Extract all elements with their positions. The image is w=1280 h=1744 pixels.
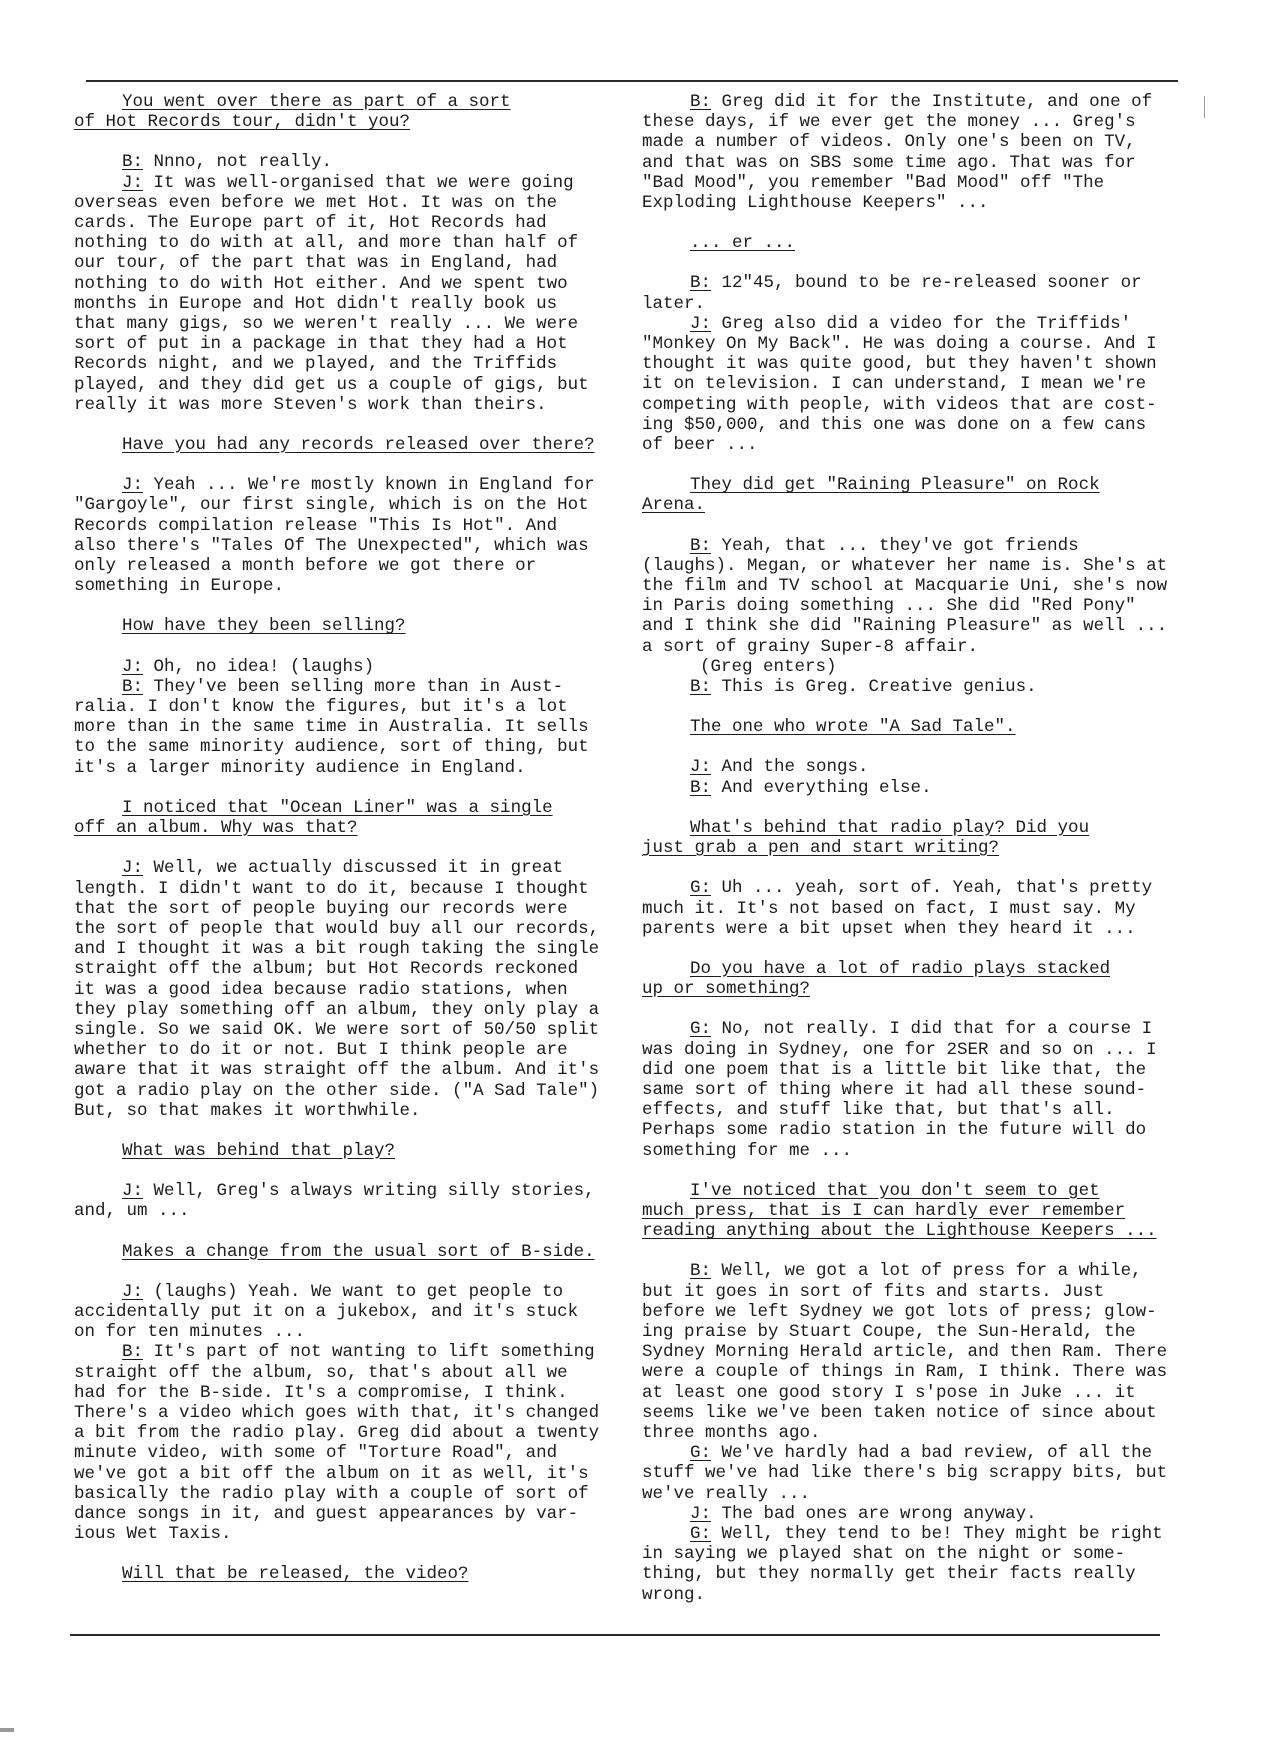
answer-line: something in Europe. xyxy=(74,576,285,597)
interview-answer xyxy=(642,1261,1182,1443)
answer-line: got a radio play on the other side. ("A Sad Tale") xyxy=(74,1080,600,1101)
answer-line: basically the radio play with a couple of sort of xyxy=(74,1483,589,1504)
answer-first-line xyxy=(74,1282,614,1302)
answer-line: seems like we've been taken notice of since about xyxy=(642,1402,1157,1423)
answer-line: dance songs in it, and guest appearances by var- xyxy=(74,1503,579,1524)
answer-line: three months ago. xyxy=(642,1422,821,1443)
speaker-label: B: xyxy=(690,92,712,112)
question-line: Arena. xyxy=(642,495,706,516)
answer-line: whether to do it or not. But I think people are xyxy=(74,1040,568,1061)
interview-answer xyxy=(74,1342,614,1544)
answer-line: single. So we said OK. We were sort of 50/50 split xyxy=(74,1019,600,1040)
answer-line: in saying we played shat on the night or some- xyxy=(642,1544,1126,1565)
answer-line: something for me ... xyxy=(642,1140,853,1161)
interview-answer xyxy=(642,1524,1182,1605)
answer-line: There's a video which goes with that, it's changed xyxy=(74,1402,600,1423)
answer-line: Exploding Lighthouse Keepers" ... xyxy=(642,193,989,214)
question-line: reading anything about the Lighthouse Keepers ... xyxy=(642,1221,1157,1242)
speaker-label: J: xyxy=(690,1503,712,1524)
answer-first-line xyxy=(642,314,1182,334)
interview-answer xyxy=(74,1181,614,1221)
answer-text: (laughs) Yeah. We want to get people to xyxy=(153,1281,564,1302)
answer-text: This is Greg. Creative genius. xyxy=(721,677,1037,698)
answer-line: were a couple of things in Ram, I think. There was xyxy=(642,1362,1168,1383)
answer-text: Uh ... yeah, sort of. Yeah, that's pretty xyxy=(721,878,1153,899)
answer-first-line xyxy=(74,677,614,697)
answer-line: at least one good story I s'pose in Juke ... it xyxy=(642,1382,1136,1403)
answer-line: was doing in Sydney, one for 2SER and so on ... I xyxy=(642,1039,1157,1060)
answer-text: Nnno, not really. xyxy=(153,152,333,173)
answer-line: and, um ... xyxy=(74,1201,190,1222)
answer-line: nothing to do with at all, and more than half of xyxy=(74,233,579,254)
interview-question xyxy=(74,92,614,132)
answer-text: 12"45, bound to be re-released sooner or xyxy=(721,273,1142,294)
answer-first-line xyxy=(642,1524,1182,1544)
answer-line: aware that it was straight off the album. And it's xyxy=(74,1060,600,1081)
speaker-label: G: xyxy=(690,878,712,899)
answer-text: And the songs. xyxy=(721,757,869,778)
interview-answer xyxy=(642,878,1182,939)
answer-line: parents were a bit upset when they heard it ... xyxy=(642,918,1136,939)
answer-line: it's a larger minority audience in England. xyxy=(74,757,526,778)
answer-text: It was well-organised that we were going xyxy=(153,172,574,193)
interview-question xyxy=(642,475,1182,515)
answer-line: also there's "Tales Of The Unexpected", which was xyxy=(74,535,589,556)
answer-line: it was a good idea because radio stations, when xyxy=(74,979,568,1000)
interview-question xyxy=(74,1242,614,1262)
answer-first-line xyxy=(642,1443,1182,1463)
answer-line: the film and TV school at Macquarie Uni, she's now xyxy=(642,576,1168,597)
answer-line: But, so that makes it worthwhile. xyxy=(74,1100,421,1121)
answer-first-line xyxy=(642,677,1182,697)
answer-line: accidentally put it on a jukebox, and it's stuck xyxy=(74,1301,579,1322)
speaker-label: G: xyxy=(690,1019,712,1040)
question-line: How have they been selling? xyxy=(122,616,406,637)
interview-answer xyxy=(642,778,1182,798)
interview-answer xyxy=(74,173,614,415)
answer-line: and I think she did "Raining Pleasure" as well ... xyxy=(642,616,1168,637)
answer-line: straight off the album; but Hot Records reckoned xyxy=(74,959,579,980)
interview-answer xyxy=(642,1504,1182,1524)
answer-line: Records night, and we played, and the Triffids xyxy=(74,354,558,375)
answer-line: on for ten minutes ... xyxy=(74,1322,306,1343)
answer-line: cards. The Europe part of it, Hot Records had xyxy=(74,213,547,234)
interview-question xyxy=(642,818,1182,858)
answer-line: Perhaps some radio station in the future will do xyxy=(642,1120,1147,1141)
interview-answer xyxy=(74,1282,614,1343)
answer-line: "Gargoyle", our first single, which is on the Hot xyxy=(74,495,589,516)
speaker-label: J: xyxy=(122,475,144,496)
answer-text: It's part of not wanting to lift something xyxy=(153,1342,595,1363)
answer-line: the sort of people that would buy all our records, xyxy=(74,918,600,939)
answer-line: "Monkey On My Back". He was doing a course. And I xyxy=(642,334,1157,355)
answer-line: months in Europe and Hot didn't really book us xyxy=(74,293,558,314)
interview-answer xyxy=(74,858,614,1121)
speaker-label: J: xyxy=(122,1181,144,1202)
question-line: The one who wrote "A Sad Tale". xyxy=(690,717,1016,738)
answer-line: overseas even before we met Hot. It was on the xyxy=(74,192,558,213)
answer-first-line xyxy=(74,475,614,495)
question-line: ... er ... xyxy=(690,233,796,254)
question-line: Will that be released, the video? xyxy=(122,1564,469,1585)
answer-first-line xyxy=(642,92,1182,112)
answer-line: ious Wet Taxis. xyxy=(74,1524,232,1545)
answer-line: really it was more Steven's work than theirs. xyxy=(74,394,547,415)
answer-line: and that was on SBS some time ago. That was for xyxy=(642,152,1136,173)
interview-answer xyxy=(642,314,1182,455)
answer-line: before we left Sydney we got lots of press; glow- xyxy=(642,1301,1157,1322)
question-line: What's behind that radio play? Did you xyxy=(690,817,1090,838)
margin-mark xyxy=(1204,96,1205,118)
answer-first-line xyxy=(642,1504,1182,1524)
answer-line: thought it was quite good, but they haven't shown xyxy=(642,354,1157,375)
interview-answer xyxy=(642,1019,1182,1160)
question-line: What was behind that play? xyxy=(122,1140,396,1161)
answer-line: Records compilation release "This Is Hot". And xyxy=(74,515,558,536)
interview-question xyxy=(74,798,614,838)
answer-first-line xyxy=(642,1019,1182,1039)
answer-line: Sydney Morning Herald article, and then Ram. There xyxy=(642,1342,1168,1363)
interview-answer xyxy=(642,677,1182,697)
answer-line: did one poem that is a little bit like that, the xyxy=(642,1059,1147,1080)
answer-line: but it goes in sort of fits and starts. Just xyxy=(642,1281,1105,1302)
speaker-label: J: xyxy=(122,858,144,879)
answer-line: more than in the same time in Australia. It sells xyxy=(74,717,589,738)
speaker-label: B: xyxy=(690,1261,712,1282)
question-line: just grab a pen and start writing? xyxy=(642,838,1000,859)
answer-text: Well, we got a lot of press for a while, xyxy=(721,1261,1142,1282)
answer-line: ing $50,000, and this one was done on a few cans xyxy=(642,414,1147,435)
answer-first-line xyxy=(642,778,1182,798)
answer-line: they play something off an album, they only play a xyxy=(74,999,600,1020)
speaker-label: B: xyxy=(690,273,712,294)
speaker-label: G: xyxy=(690,1443,712,1464)
answer-line: stuff we've had like there's big scrappy bits, but xyxy=(642,1463,1168,1484)
top-rule xyxy=(86,80,1178,82)
interview-question xyxy=(642,717,1182,737)
answer-line: sort of put in a package in that they had a Hot xyxy=(74,334,568,355)
answer-first-line xyxy=(74,657,614,677)
question-line: I've noticed that you don't seem to get xyxy=(690,1180,1100,1201)
speaker-label: J: xyxy=(690,757,712,778)
answer-text: Oh, no idea! (laughs) xyxy=(153,656,375,677)
answer-text: And everything else. xyxy=(721,777,932,798)
interview-answer xyxy=(642,92,1182,213)
answer-line: made a number of videos. Only one's been on TV, xyxy=(642,132,1136,153)
answer-first-line xyxy=(74,152,614,172)
answer-text: No, not really. I did that for a course I xyxy=(721,1019,1153,1040)
question-line: much press, that is I can hardly ever remember xyxy=(642,1200,1126,1221)
answer-line: a bit from the radio play. Greg did about a twenty xyxy=(74,1423,600,1444)
interview-answer xyxy=(74,657,614,677)
answer-text: The bad ones are wrong anyway. xyxy=(721,1503,1037,1524)
answer-line: ralia. I don't know the figures, but it's a lot xyxy=(74,697,568,718)
speaker-label: J: xyxy=(122,172,144,193)
bottom-rule xyxy=(70,1634,1160,1636)
interview-question xyxy=(74,435,614,455)
question-line: Makes a change from the usual sort of B-side. xyxy=(122,1241,595,1262)
answer-first-line xyxy=(74,858,614,878)
answer-line: (laughs). Megan, or whatever her name is. She's at xyxy=(642,555,1168,576)
speaker-label: B: xyxy=(690,777,712,798)
speaker-label: J: xyxy=(122,1281,144,1302)
answer-line: competing with people, with videos that are cost- xyxy=(642,394,1157,415)
answer-line: it on television. I can understand, I mean we're xyxy=(642,374,1147,395)
answer-line: minute video, with some of "Torture Road", and xyxy=(74,1443,558,1464)
interview-question xyxy=(642,959,1182,999)
margin-mark xyxy=(0,1728,14,1732)
answer-first-line xyxy=(642,878,1182,898)
speaker-label: B: xyxy=(690,535,712,556)
answer-first-line xyxy=(642,273,1182,293)
answer-text: Yeah ... We're mostly known in England for xyxy=(153,475,595,496)
answer-line: straight off the album, so, that's about all we xyxy=(74,1362,568,1383)
answer-first-line xyxy=(74,173,614,193)
interview-answer xyxy=(642,1443,1182,1504)
speaker-label: B: xyxy=(122,676,144,697)
answer-line: effects, and stuff like that, but that's all. xyxy=(642,1100,1115,1121)
question-line: Have you had any records released over there? xyxy=(122,435,595,456)
answer-line: a sort of grainy Super-8 affair. xyxy=(642,636,979,657)
interview-answer xyxy=(74,475,614,596)
answer-line: of beer ... xyxy=(642,435,758,456)
question-line: of Hot Records tour, didn't you? xyxy=(74,112,411,133)
right-column xyxy=(642,92,1182,1625)
interview-answer xyxy=(74,677,614,778)
speaker-label: B: xyxy=(690,677,712,698)
answer-line: we've really ... xyxy=(642,1483,811,1504)
answer-text: We've hardly had a bad review, of all the xyxy=(721,1443,1153,1464)
speaker-label: J: xyxy=(122,656,144,677)
answer-first-line xyxy=(642,1261,1182,1281)
answer-first-line xyxy=(642,536,1182,556)
answer-line: and I thought it was a bit rough taking the single xyxy=(74,939,600,960)
answer-line: later. xyxy=(642,293,706,314)
answer-text: Greg did it for the Institute, and one of xyxy=(721,92,1153,112)
answer-line: wrong. xyxy=(642,1584,706,1605)
answer-line: in Paris doing something ... She did "Red Pony" xyxy=(642,596,1136,617)
question-line: off an album. Why was that? xyxy=(74,818,358,839)
answer-text: Well, they tend to be! They might be right xyxy=(721,1523,1163,1544)
answer-text: They've been selling more than in Aust- xyxy=(153,676,564,697)
speaker-label: G: xyxy=(690,1523,712,1544)
question-line: Do you have a lot of radio plays stacked xyxy=(690,958,1111,979)
answer-line: only released a month before we got there or xyxy=(74,556,537,577)
answer-first-line xyxy=(74,1181,614,1201)
question-line: up or something? xyxy=(642,979,811,1000)
interview-answer xyxy=(74,152,614,172)
answer-line: our tour, of the part that was in England, had xyxy=(74,253,558,274)
answer-line: to the same minority audience, sort of thing, but xyxy=(74,737,589,758)
answer-text: Well, we actually discussed it in great xyxy=(153,858,564,879)
interview-answer xyxy=(642,757,1182,777)
interview-question xyxy=(642,233,1182,253)
left-column xyxy=(74,92,614,1605)
answer-line: same sort of thing where it had all these sound- xyxy=(642,1079,1147,1100)
answer-text: Greg also did a video for the Triffids' xyxy=(721,313,1132,334)
answer-line: that the sort of people buying our records were xyxy=(74,898,568,919)
answer-first-line xyxy=(74,1342,614,1362)
speaker-label: J: xyxy=(690,313,712,334)
answer-line: length. I didn't want to do it, because I thought xyxy=(74,878,589,899)
answer-line: nothing to do with Hot either. And we spent two xyxy=(74,273,568,294)
interview-answer xyxy=(642,536,1182,657)
interview-question xyxy=(642,1181,1182,1242)
answer-text: Yeah, that ... they've got friends xyxy=(721,535,1079,556)
speaker-label: B: xyxy=(122,152,144,173)
speaker-label: B: xyxy=(122,1342,144,1363)
interview-question xyxy=(74,1141,614,1161)
interview-answer xyxy=(642,273,1182,313)
interview-question xyxy=(74,616,614,636)
answer-line: ing praise by Stuart Coupe, the Sun-Herald, the xyxy=(642,1321,1136,1342)
answer-line: played, and they did get us a couple of gigs, but xyxy=(74,374,589,395)
question-line: You went over there as part of a sort xyxy=(122,92,511,112)
answer-line: "Bad Mood", you remember "Bad Mood" off "The xyxy=(642,172,1105,193)
answer-line: thing, but they normally get their facts really xyxy=(642,1564,1136,1585)
answer-line: much it. It's not based on fact, I must say. My xyxy=(642,898,1136,919)
interview-question xyxy=(74,1564,614,1584)
answer-first-line xyxy=(642,757,1182,777)
answer-line: these days, if we ever get the money ... Greg's xyxy=(642,112,1136,133)
answer-line: we've got a bit off the album on it as well, it's xyxy=(74,1463,589,1484)
answer-line: had for the B-side. It's a compromise, I think. xyxy=(74,1382,568,1403)
question-line: They did get "Raining Pleasure" on Rock xyxy=(690,475,1100,496)
question-line: I noticed that "Ocean Liner" was a single xyxy=(122,797,553,818)
answer-line: that many gigs, so we weren't really ... We were xyxy=(74,314,579,335)
answer-text: Well, Greg's always writing silly stories, xyxy=(153,1181,595,1202)
stage-direction: (Greg enters) xyxy=(700,656,837,677)
